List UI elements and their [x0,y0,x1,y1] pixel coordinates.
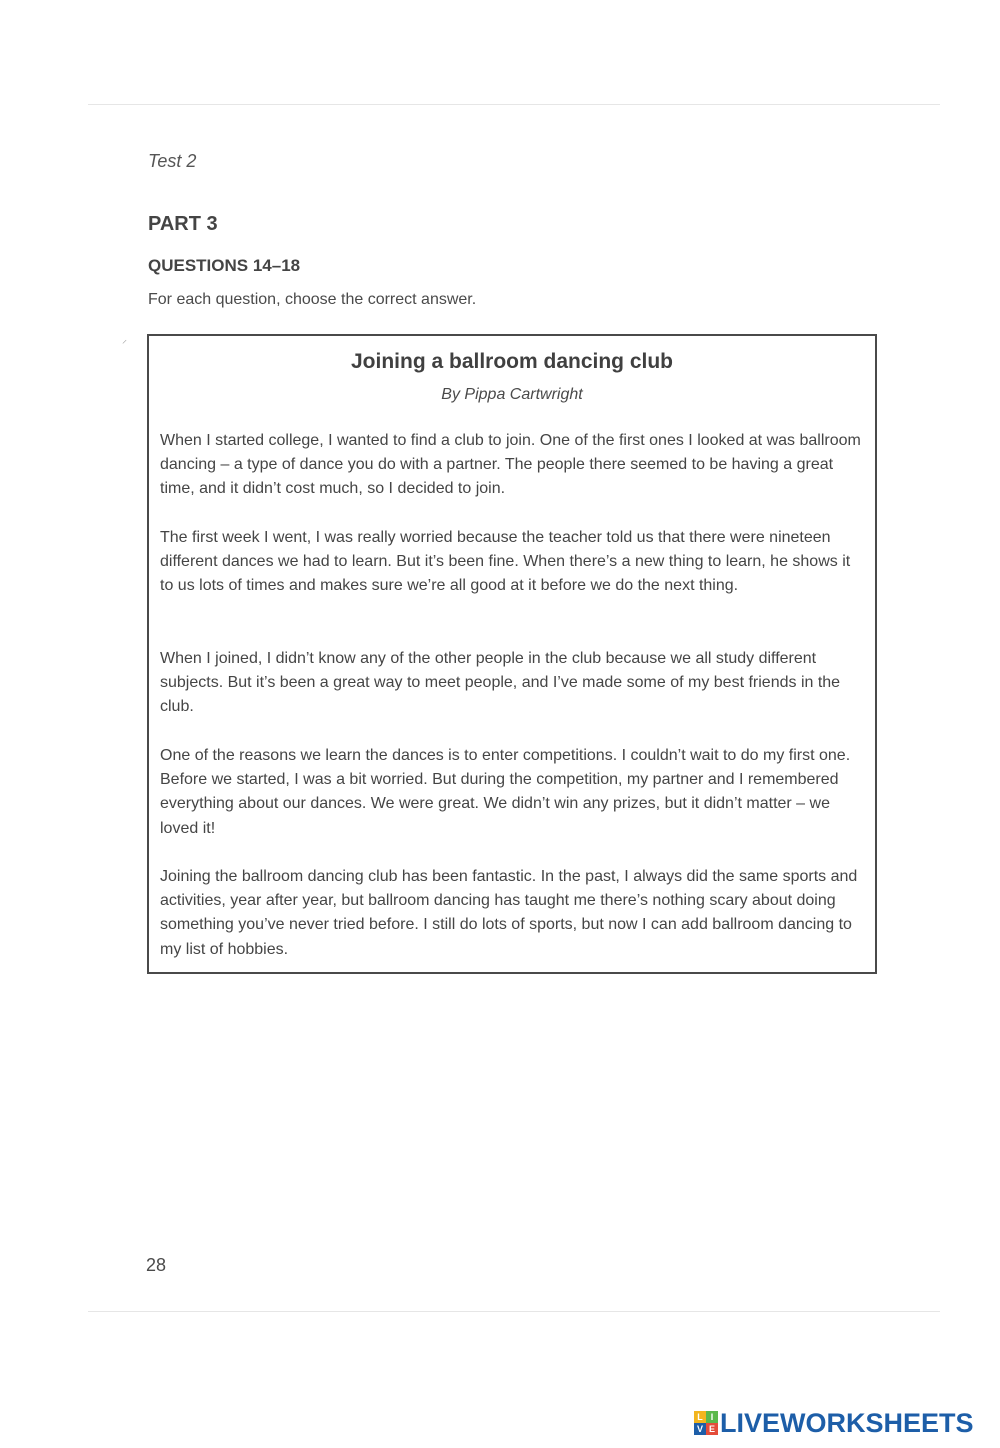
liveworksheets-text: LIVEWORKSHEETS [720,1407,974,1438]
scan-mark-icon: ⸍ [122,339,127,350]
bottom-divider [88,1311,940,1312]
logo-cell-e: E [706,1423,718,1435]
test-label: Test 2 [148,151,197,171]
part-heading: PART 3 [148,213,218,235]
article-paragraph-1: When I started college, I wanted to find a club to join. One of the first ones I looked at was ballroom dancing – a type of dance you do with a partner. The people there seemed to be having a great time, and it didn’t cost much, so I decided to join. [160,432,861,498]
logo-cell-i: I [706,1411,718,1423]
liveworksheets-brand[interactable] [694,1408,974,1438]
questions-heading: QUESTIONS 14–18 [148,256,301,275]
page-number: 28 [146,1255,167,1275]
article-paragraph-5: Joining the ballroom dancing club has been fantastic. In the past, I always did the same sports and activities, year after year, but ballroom dancing has taught me there’s nothing scary about doing something you’ve never tried before. I still do lots of sports, but now I can add ballroom dancing to my list of hobbies. [160,868,858,958]
article-title: Joining a ballroom dancing club [350,350,674,373]
article-paragraph-2: The first week I went, I was really worried because the teacher told us that there were nineteen different dances we had to learn. But it’s been fine. When there’s a new thing to learn, he shows it to us lots of times and makes sure we’re all good at it before we do the next thing. [160,529,851,595]
article-byline: By Pippa Cartwright [441,386,583,403]
logo-cell-l: L [694,1411,706,1423]
article-paragraph-3: When I joined, I didn’t know any of the other people in the club because we all study different subjects. But it’s been a great way to meet people, and I’ve made some of my best friends in the club. [160,650,841,716]
article-paragraph-4: One of the reasons we learn the dances is to enter competitions. I couldn’t wait to do my first one. Before we started, I was a bit worried. But during the competition, my partner and I remembered everything about our dances. We were great. We didn’t win any prizes, but it didn’t matter – we loved it! [160,747,851,837]
instruction-text: For each question, choose the correct answer. [148,291,477,308]
top-divider [88,104,940,105]
logo-cell-v: V [694,1423,706,1435]
article-box [147,334,877,974]
liveworksheets-logo-icon [694,1411,718,1435]
